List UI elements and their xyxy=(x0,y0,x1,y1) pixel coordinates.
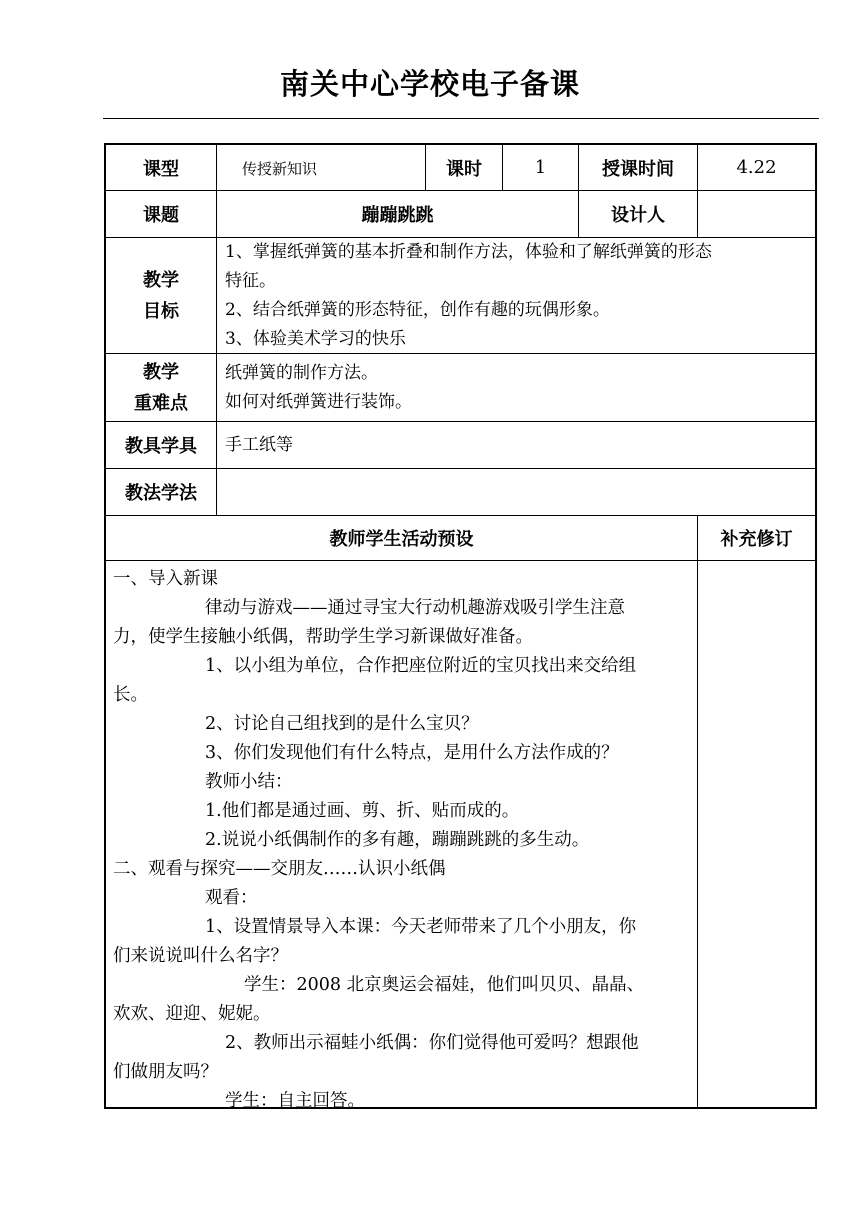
goal-line: 1、掌握纸弹簧的基本折叠和制作方法，体验和了解纸弹簧的形态 xyxy=(225,242,712,262)
body-line: 教师小结： xyxy=(205,772,293,792)
teaching-methods-label: 教法学法 xyxy=(125,483,197,504)
goal-line: 2、结合纸弹簧的形态特征，创作有趣的玩偶形象。 xyxy=(225,300,610,320)
body-line: 1、以小组为单位，合作把座位附近的宝贝找出来交给组 xyxy=(205,656,637,676)
lesson-type-value: 传授新知识 xyxy=(242,160,318,178)
section-heading: 一、导入新课 xyxy=(113,569,218,589)
title-divider xyxy=(103,118,819,119)
key-point-line: 纸弹簧的制作方法。 xyxy=(225,363,378,383)
teaching-aids-value: 手工纸等 xyxy=(225,435,293,455)
revision-header: 补充修订 xyxy=(720,529,793,550)
body-line: 们做朋友吗？ xyxy=(113,1062,218,1082)
body-line: 2、讨论自己组找到的是什么宝贝？ xyxy=(205,714,479,734)
key-points-label xyxy=(106,354,216,421)
goal-line: 3、体验美术学习的快乐 xyxy=(225,329,406,349)
topic-label: 课题 xyxy=(143,205,179,226)
teaching-time-value: 4.22 xyxy=(736,157,777,178)
activities-header: 教师学生活动预设 xyxy=(329,529,474,550)
lesson-type-label: 课型 xyxy=(143,158,179,180)
teaching-goals-content xyxy=(225,238,815,354)
body-line: 长。 xyxy=(113,685,148,705)
body-line: 1.他们都是通过画、剪、折、贴而成的。 xyxy=(205,801,520,821)
teaching-goals-label-line: 教学 xyxy=(143,269,179,291)
body-line: 1、设置情景导入本课：今天老师带来了几个小朋友，你 xyxy=(205,917,637,937)
body-line: 们来说说叫什么名字？ xyxy=(113,946,288,966)
body-line: 观看： xyxy=(205,888,258,908)
key-points-label-line: 教学 xyxy=(143,361,179,383)
body-line: 3、你们发现他们有什么特点，是用什么方法作成的？ xyxy=(205,743,619,763)
goal-line: 特征。 xyxy=(225,271,276,291)
body-line: 学生：自主回答。 xyxy=(225,1091,365,1111)
page-title: 南关中心学校电子备课 xyxy=(279,67,580,101)
column-divider xyxy=(697,515,698,1109)
teaching-goals-label-line: 目标 xyxy=(143,300,179,322)
topic-value: 蹦蹦跳跳 xyxy=(361,205,434,226)
activities-content xyxy=(113,565,693,1116)
designer-value xyxy=(698,191,815,237)
body-line: 2、教师出示福蛙小纸偶：你们觉得他可爱吗？想跟他 xyxy=(225,1033,639,1053)
key-points-content xyxy=(225,359,815,417)
body-line: 律动与游戏——通过寻宝大行动机趣游戏吸引学生注意 xyxy=(205,598,625,618)
row-divider xyxy=(104,560,817,561)
teaching-goals-label xyxy=(106,238,216,353)
body-line: 学生：2008 北京奥运会福娃，他们叫贝贝、晶晶、 xyxy=(244,975,645,995)
body-line: 2.说说小纸偶制作的多有趣，蹦蹦跳跳的多生动。 xyxy=(205,830,590,850)
class-hours-value: 1 xyxy=(534,157,547,178)
body-line: 力，使学生接触小纸偶，帮助学生学习新课做好准备。 xyxy=(113,627,533,647)
key-points-label-line: 重难点 xyxy=(134,392,188,414)
class-hours-label: 课时 xyxy=(446,158,482,180)
designer-label: 设计人 xyxy=(611,205,665,226)
teaching-time-label: 授课时间 xyxy=(602,158,674,180)
key-point-line: 如何对纸弹簧进行装饰。 xyxy=(225,392,412,412)
teaching-aids-label: 教具学具 xyxy=(125,436,197,457)
section-heading: 二、观看与探究——交朋友……认识小纸偶 xyxy=(113,859,446,879)
body-line: 欢欢、迎迎、妮妮。 xyxy=(113,1004,271,1024)
